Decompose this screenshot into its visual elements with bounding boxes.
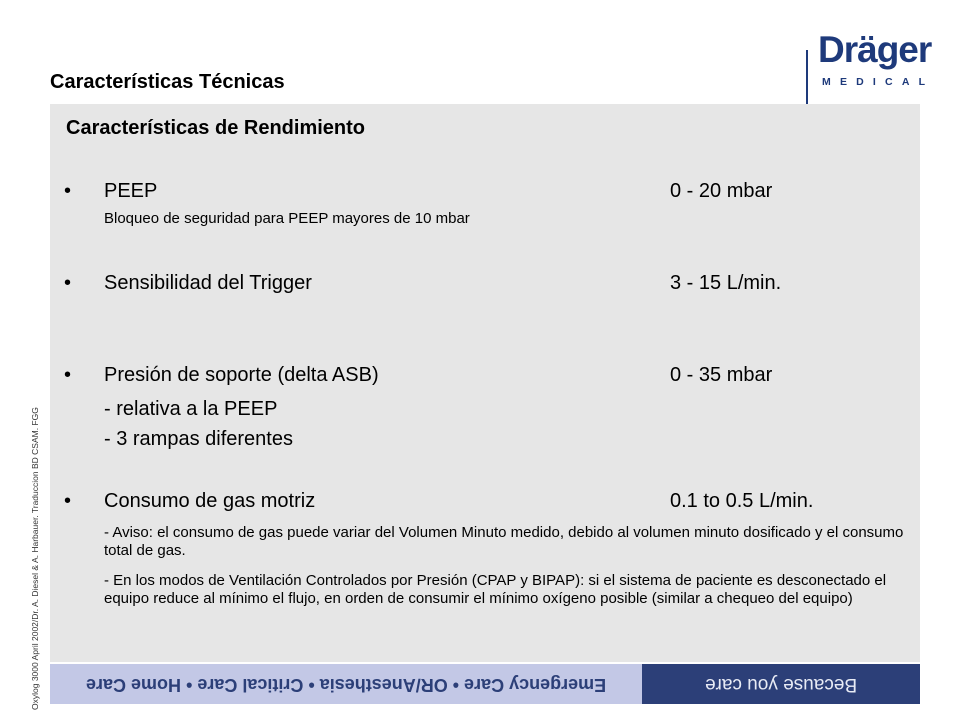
spec-row-gas: [64, 486, 904, 516]
spec-note-peep: Bloqueo de seguridad para PEEP mayores de 10 mbar: [104, 210, 470, 227]
spec-subitem: - 3 rampas diferentes: [104, 428, 293, 450]
bullet: •: [64, 364, 72, 386]
section-title: Características de Rendimiento: [66, 117, 365, 139]
spec-value: 3 - 15 L/min.: [670, 272, 782, 294]
brand-subtitle: MEDICAL: [822, 76, 935, 88]
spec-row-peep: [64, 176, 904, 206]
spec-value: 0 - 20 mbar: [670, 180, 773, 202]
bullet: •: [64, 490, 72, 512]
spec-label: Sensibilidad del Trigger: [104, 272, 312, 294]
side-footnote: Oxylog 3000 April 2002/Dr. A. Diesel & A. Harbauer. Traduccion BD CSAM. FGG: [30, 407, 40, 710]
footer-slogan: [642, 664, 920, 704]
brand-name: Dräger: [818, 29, 932, 70]
footer-band: [50, 664, 920, 704]
spec-row-trigger: [64, 268, 904, 298]
spec-note-gas-modes: - En los modos de Ventilación Controlados por Presión (CPAP y BIPAP): si el sistema de paciente es desconectado el equipo reduce al mínimo el flujo, en orden de consumir el mínimo oxígeno posible (similar a chequeo del equipo): [104, 572, 887, 607]
spec-note-gas-warning: - Aviso: el consumo de gas puede variar del Volumen Minuto medido, debido al volumen minuto dosificado y el consumo total de gas.: [104, 524, 904, 559]
footer-divisions: [50, 664, 642, 704]
spec-label: PEEP: [104, 180, 158, 202]
content-panel: [50, 104, 920, 662]
spec-row-asb: [64, 360, 904, 390]
footer-divisions-text: Emergency Care • OR/Anesthesia • Critical Care • Home Care: [85, 674, 607, 695]
page-title: Características Técnicas: [50, 71, 285, 93]
spec-label: Consumo de gas motriz: [104, 490, 316, 512]
spec-label: Presión de soporte (delta ASB): [104, 364, 379, 386]
spec-value: 0 - 35 mbar: [670, 364, 773, 386]
bullet: •: [64, 180, 72, 202]
spec-subitem: - relativa a la PEEP: [104, 398, 278, 420]
spec-value: 0.1 to 0.5 L/min.: [670, 490, 814, 512]
bullet: •: [64, 272, 72, 294]
footer-slogan-text: Because you care: [704, 674, 858, 695]
drager-medical-logo: [818, 29, 935, 92]
